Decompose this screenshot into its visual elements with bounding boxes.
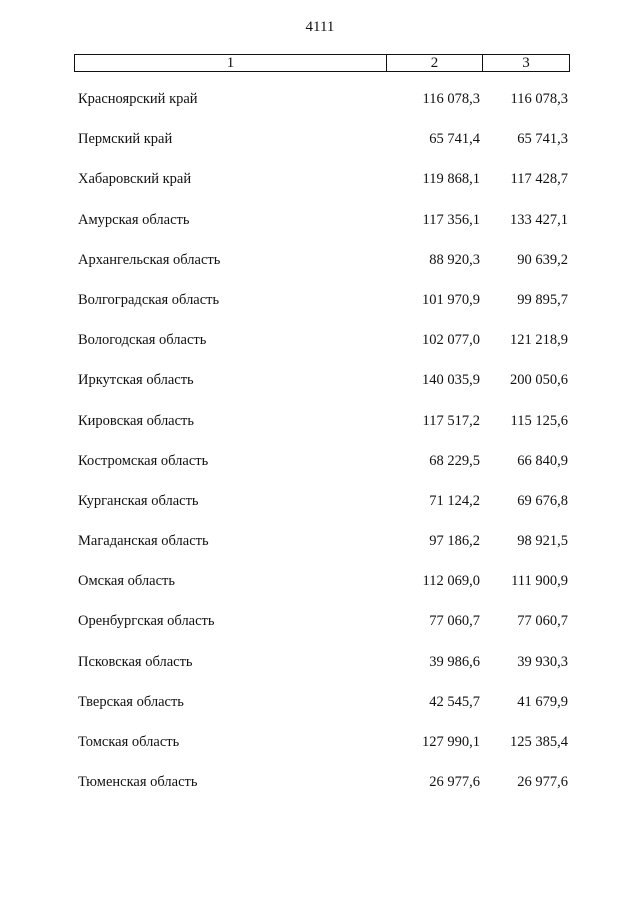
region-name: Иркутская область — [78, 372, 194, 389]
column-3-value: 98 921,5 — [517, 533, 568, 550]
column-2-value: 77 060,7 — [429, 613, 480, 630]
table-row — [0, 289, 640, 329]
column-2-value: 127 990,1 — [422, 734, 480, 750]
region-name: Красноярский край — [78, 91, 198, 107]
region-name: Псковская область — [78, 653, 193, 670]
table-row — [0, 168, 640, 208]
column-2-value: 117 517,2 — [422, 412, 480, 429]
table-row — [0, 249, 640, 289]
column-3-value: 65 741,3 — [517, 131, 568, 148]
region-name: Кировская область — [78, 412, 195, 429]
column-3-value: 99 895,7 — [517, 291, 568, 308]
column-3-value: 69 676,8 — [517, 492, 568, 509]
column-2-value: 68 229,5 — [429, 452, 480, 469]
region-name: Омская область — [78, 573, 175, 590]
table-row — [0, 490, 640, 530]
column-3-value: 111 900,9 — [511, 573, 568, 590]
table-row — [0, 731, 640, 771]
table-row — [0, 329, 640, 369]
region-name: Костромская область — [78, 452, 209, 469]
column-3-value: 39 930,3 — [517, 653, 568, 670]
column-header-2: 2 — [387, 55, 483, 71]
column-2-value: 112 069,0 — [422, 573, 480, 590]
table-header — [74, 54, 570, 72]
region-name: Пермский край — [78, 131, 173, 148]
table-row — [0, 410, 640, 450]
column-3-value: 121 218,9 — [510, 332, 568, 349]
column-2-value: 119 868,1 — [422, 171, 480, 188]
region-name: Вологодская область — [78, 332, 207, 349]
region-name: Тюменская область — [78, 774, 198, 791]
region-name: Тверская область — [78, 693, 184, 710]
table-row — [0, 610, 640, 650]
table-row — [0, 530, 640, 570]
column-header-3: 3 — [522, 54, 530, 71]
column-2-value: 42 545,7 — [429, 693, 480, 710]
table-row — [0, 369, 640, 409]
column-3-value: 26 977,6 — [517, 774, 568, 791]
region-name: Амурская область — [78, 211, 190, 228]
table-row — [0, 651, 640, 691]
region-name: Хабаровский край — [78, 171, 192, 188]
table-row — [0, 691, 640, 731]
column-2-value: 117 356,1 — [422, 211, 480, 228]
region-name: Волгоградская область — [78, 291, 220, 308]
column-2-value: 88 920,3 — [429, 251, 480, 268]
column-2-value: 26 977,6 — [429, 774, 480, 791]
table-row — [0, 88, 640, 128]
table-row — [0, 450, 640, 490]
column-3-value: 41 679,9 — [517, 693, 568, 710]
column-2-value: 102 077,0 — [422, 332, 480, 349]
table-body — [0, 88, 640, 811]
column-3-value: 117 428,7 — [510, 171, 568, 188]
column-3-value: 90 639,2 — [517, 251, 568, 268]
table-row — [0, 209, 640, 249]
column-2-value: 101 970,9 — [422, 291, 480, 308]
column-3-value: 77 060,7 — [517, 613, 568, 630]
page-number: 4111 — [305, 19, 335, 35]
column-3-value: 115 125,6 — [510, 412, 568, 429]
table-row — [0, 771, 640, 811]
table-row — [0, 570, 640, 610]
column-3-value: 133 427,1 — [510, 211, 568, 228]
region-name: Магаданская область — [78, 533, 209, 550]
table-row — [0, 128, 640, 168]
column-2-value: 116 078,3 — [422, 91, 480, 107]
column-3-value: 116 078,3 — [510, 91, 568, 107]
region-name: Томская область — [78, 734, 180, 750]
column-2-value: 39 986,6 — [429, 653, 480, 670]
region-name: Оренбургская область — [78, 613, 215, 630]
region-name: Архангельская область — [78, 251, 221, 268]
column-2-value: 140 035,9 — [422, 372, 480, 389]
column-2-value: 97 186,2 — [429, 533, 480, 550]
column-3-value: 125 385,4 — [510, 734, 568, 750]
column-2-value: 71 124,2 — [429, 492, 480, 509]
column-2-value: 65 741,4 — [429, 131, 480, 148]
column-header-1: 1 — [75, 55, 387, 71]
region-name: Курганская область — [78, 492, 199, 509]
column-3-value: 200 050,6 — [510, 372, 568, 389]
column-3-value: 66 840,9 — [517, 452, 568, 469]
